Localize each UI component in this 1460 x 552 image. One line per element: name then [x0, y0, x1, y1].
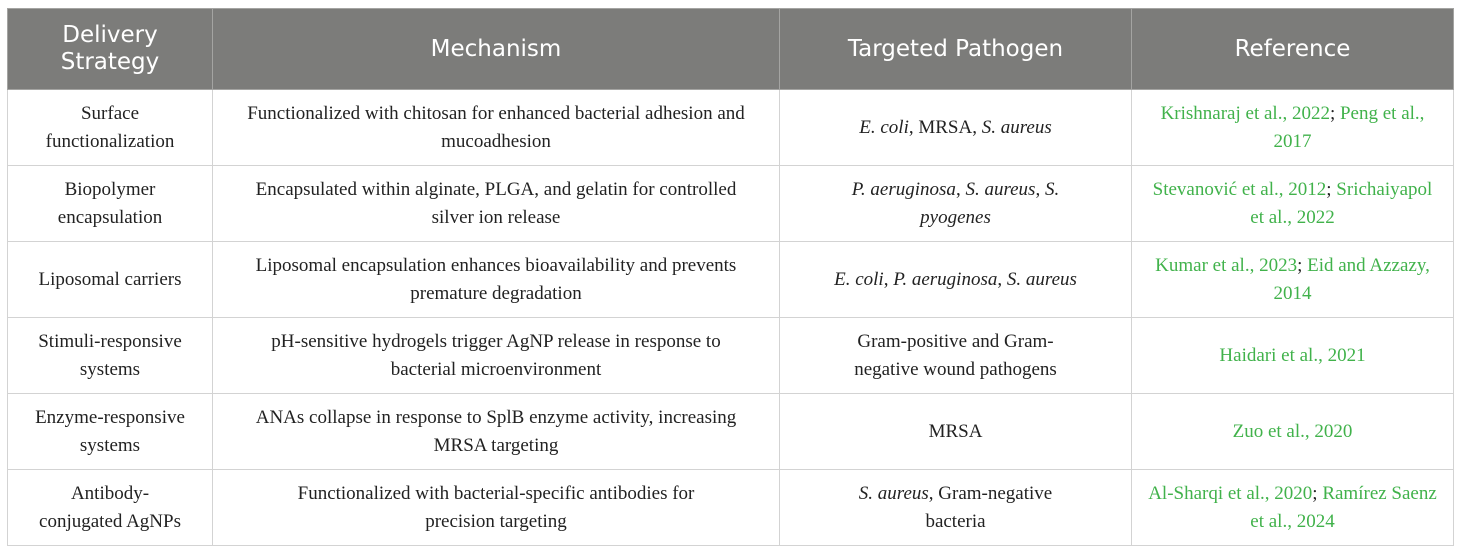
- reference-link[interactable]: Peng et al., 2017: [1273, 102, 1425, 152]
- table-row: [8, 318, 1454, 394]
- pathogen-species-name: P. aeruginosa: [893, 268, 998, 290]
- cell-mechanism: pH-sensitive hydrogels trigger AgNP release in response to bacterial microenvironment: [213, 318, 780, 394]
- cell-mechanism: Liposomal encapsulation enhances bioavailability and prevents premature degradation: [213, 242, 780, 318]
- header-mechanism: Mechanism: [213, 9, 780, 90]
- table-row: [8, 242, 1454, 318]
- cell-targeted-pathogen: [780, 394, 1132, 470]
- cell-delivery-strategy: Stimuli-responsive systems: [8, 318, 213, 394]
- cell-reference: [1132, 166, 1454, 242]
- pathogen-species-name: S. aureus: [981, 116, 1052, 138]
- reference-link[interactable]: Krishnaraj et al., 2022: [1160, 102, 1330, 124]
- pathogen-species-name: S. pyogenes: [920, 178, 1060, 228]
- reference-link[interactable]: Stevanović et al., 2012: [1152, 178, 1327, 200]
- cell-reference: [1132, 242, 1454, 318]
- pathogen-text: ,: [997, 268, 1007, 290]
- header-reference: Reference: [1132, 9, 1454, 90]
- reference-separator: ;: [1326, 178, 1337, 200]
- cell-mechanism: Functionalized with chitosan for enhanced bacterial adhesion and mucoadhesion: [213, 90, 780, 166]
- reference-link[interactable]: Al-Sharqi et al., 2020: [1148, 482, 1313, 504]
- cell-delivery-strategy: Biopolymer encapsulation: [8, 166, 213, 242]
- reference-separator: ;: [1297, 254, 1308, 276]
- table-row: [8, 394, 1454, 470]
- reference-separator: ;: [1329, 102, 1340, 124]
- cell-reference: [1132, 394, 1454, 470]
- reference-link[interactable]: Haidari et al., 2021: [1219, 344, 1366, 366]
- table-row: [8, 90, 1454, 166]
- header-targeted-pathogen: Targeted Pathogen: [780, 9, 1132, 90]
- reference-separator: ;: [1312, 482, 1323, 504]
- cell-targeted-pathogen: [780, 470, 1132, 546]
- pathogen-text: ,: [955, 178, 966, 200]
- pathogen-text: , Gram-negative bacteria: [925, 482, 1053, 532]
- reference-link[interactable]: Ramírez Saenz et al., 2024: [1250, 482, 1437, 532]
- cell-reference: [1132, 318, 1454, 394]
- pathogen-species-name: E. coli: [834, 268, 884, 290]
- header-row: [8, 9, 1454, 90]
- delivery-strategy-table: [7, 8, 1454, 546]
- reference-link[interactable]: Zuo et al., 2020: [1232, 420, 1353, 442]
- pathogen-text: ,: [883, 268, 894, 290]
- header-delivery-strategy: Delivery Strategy: [8, 9, 213, 90]
- cell-reference: [1132, 90, 1454, 166]
- table-row: [8, 166, 1454, 242]
- table-row: [8, 470, 1454, 546]
- pathogen-species-name: S. aureus: [1006, 268, 1077, 290]
- cell-reference: [1132, 470, 1454, 546]
- cell-delivery-strategy: Enzyme-responsive systems: [8, 394, 213, 470]
- pathogen-text: MRSA: [928, 420, 983, 442]
- cell-mechanism: Functionalized with bacterial-specific antibodies for precision targeting: [213, 470, 780, 546]
- reference-link[interactable]: Srichaiyapol et al., 2022: [1250, 178, 1433, 228]
- cell-mechanism: ANAs collapse in response to SplB enzyme activity, increasing MRSA targeting: [213, 394, 780, 470]
- pathogen-species-name: P. aeruginosa: [851, 178, 956, 200]
- cell-delivery-strategy: Surface functionalization: [8, 90, 213, 166]
- cell-delivery-strategy: Liposomal carriers: [8, 242, 213, 318]
- pathogen-species-name: E. coli: [859, 116, 909, 138]
- cell-delivery-strategy: Antibody-conjugated AgNPs: [8, 470, 213, 546]
- cell-targeted-pathogen: [780, 90, 1132, 166]
- cell-targeted-pathogen: [780, 242, 1132, 318]
- pathogen-text: , MRSA,: [908, 116, 982, 138]
- reference-link[interactable]: Eid and Azzazy, 2014: [1273, 254, 1430, 304]
- cell-mechanism: Encapsulated within alginate, PLGA, and gelatin for controlled silver ion release: [213, 166, 780, 242]
- cell-targeted-pathogen: [780, 318, 1132, 394]
- pathogen-species-name: S. aureus: [858, 482, 929, 504]
- pathogen-text: Gram-positive and Gram-negative wound pathogens: [854, 330, 1057, 380]
- reference-link[interactable]: Kumar et al., 2023: [1155, 254, 1298, 276]
- pathogen-text: ,: [1035, 178, 1045, 200]
- cell-targeted-pathogen: [780, 166, 1132, 242]
- pathogen-species-name: S. aureus: [965, 178, 1036, 200]
